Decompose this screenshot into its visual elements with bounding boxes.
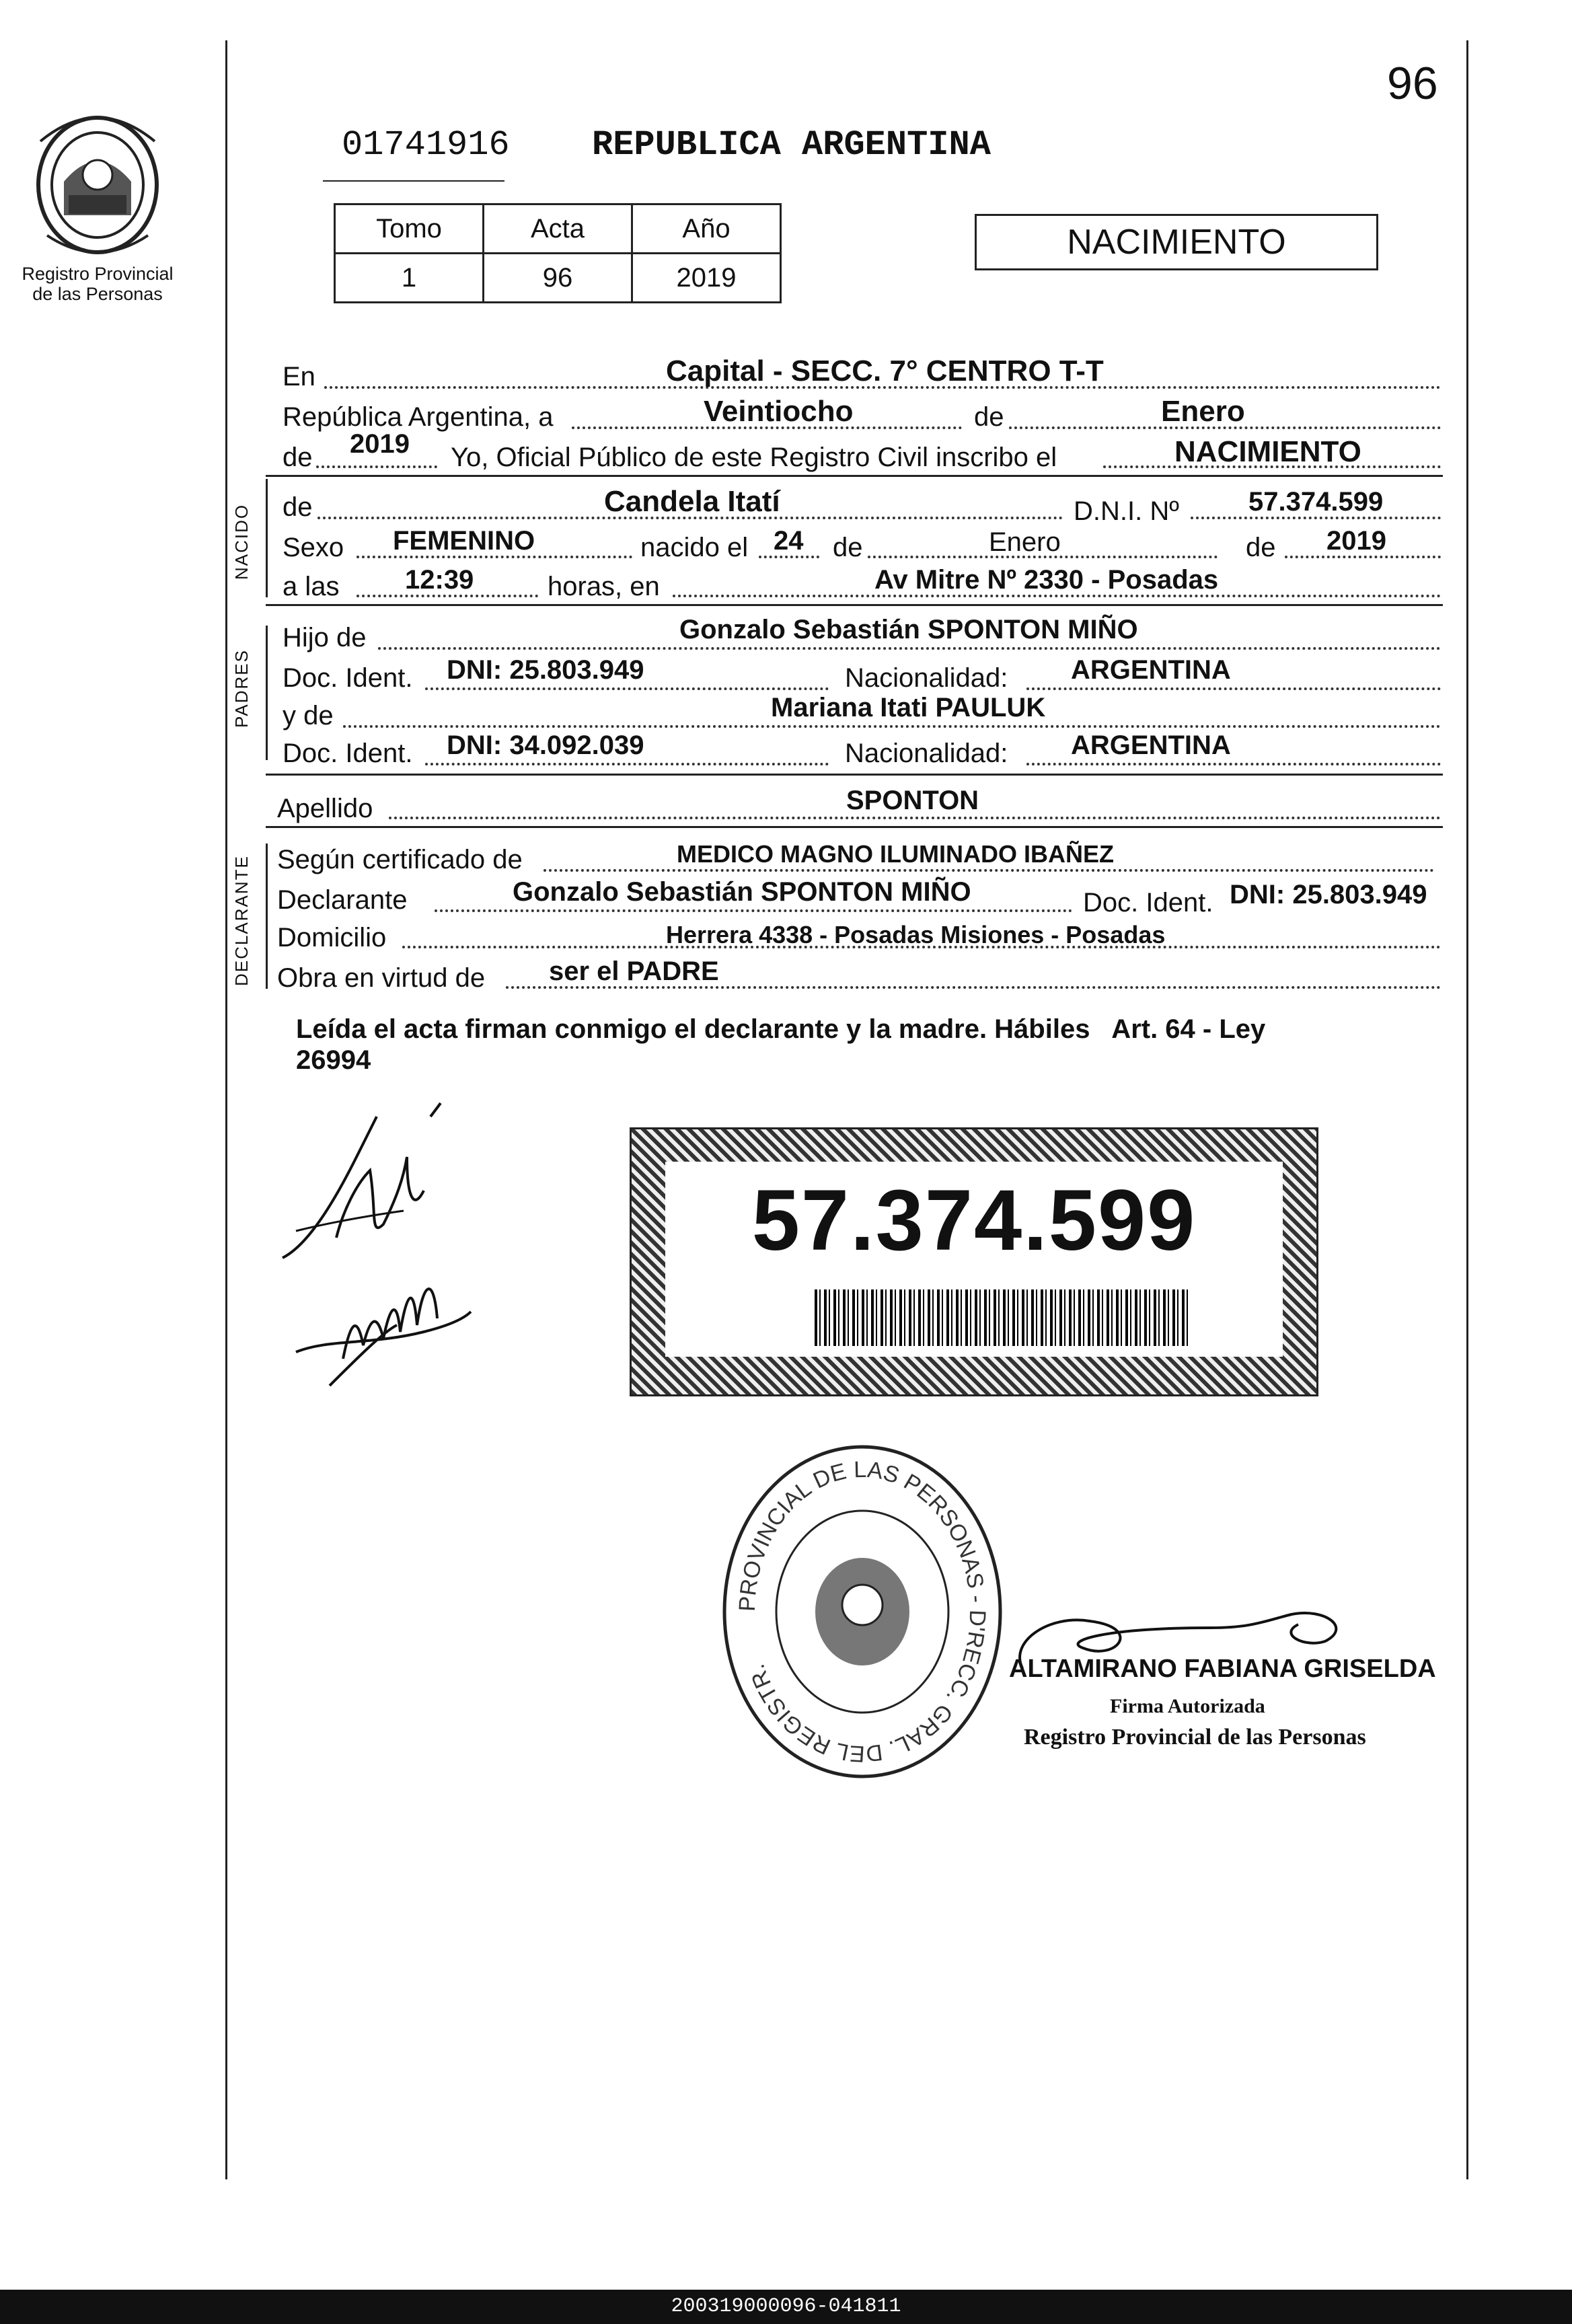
year-value: 2019 <box>350 429 410 459</box>
dni-sticker <box>630 1127 1318 1396</box>
declarante-doc: DNI: 25.803.949 <box>1230 880 1427 909</box>
leader <box>343 725 1441 728</box>
leader <box>673 595 1441 597</box>
logo-caption-line2: de las Personas <box>32 284 163 304</box>
section-divider <box>266 604 1443 606</box>
record-table <box>334 203 782 303</box>
domicilio-label: Domicilio <box>277 923 387 952</box>
footer-code: 200319000096-041811 <box>671 2295 901 2318</box>
declarante-label: Declarante <box>277 885 408 915</box>
page-number: 96 <box>1387 58 1438 109</box>
apellido-value: SPONTON <box>846 786 979 815</box>
segun-cert-label: Según certificado de <box>277 845 523 874</box>
leader <box>1026 687 1441 690</box>
registry-text: Yo, Oficial Público de este Registro Civil inscribo el <box>451 443 1057 472</box>
leader <box>544 869 1434 872</box>
de-label: de <box>974 402 1004 432</box>
tomo-value: 1 <box>335 254 484 303</box>
signatory-name: ALTAMIRANO FABIANA GRISELDA <box>1009 1655 1436 1683</box>
section-divider <box>266 826 1443 828</box>
leader <box>378 647 1441 650</box>
logo-caption <box>0 264 195 304</box>
hijo-de-label: Hijo de <box>283 623 367 652</box>
birth-time: 12:39 <box>405 565 474 595</box>
child-name: Candela Itatí <box>604 485 780 518</box>
obra-label: Obra en virtud de <box>277 963 486 993</box>
a-las-label: a las <box>283 572 340 601</box>
anio-value: 2019 <box>632 254 781 303</box>
day-value: Veintiocho <box>704 395 854 428</box>
horas-label: horas, en <box>548 572 660 601</box>
leader <box>759 556 819 558</box>
month-value: Enero <box>1161 395 1245 428</box>
leader <box>1285 556 1441 558</box>
doc-label: Doc. Ident. <box>1083 888 1213 917</box>
nacido-el-label: nacido el <box>640 533 749 562</box>
en-label: En <box>283 362 315 391</box>
doc-label: Doc. Ident. <box>283 739 413 768</box>
leader <box>425 687 829 690</box>
padres-section-label: PADRES <box>231 649 252 728</box>
leader <box>1191 517 1441 519</box>
dni-sticker-number: 57.374.599 <box>751 1172 1197 1269</box>
serial-number: 01741916 <box>342 125 510 165</box>
closing-line-2: 26994 <box>296 1045 371 1075</box>
dni-sticker-panel <box>665 1162 1283 1357</box>
section-bracket <box>266 479 268 597</box>
birth-place: Av Mitre Nº 2330 - Posadas <box>874 565 1219 595</box>
nacionalidad-label: Nacionalidad: <box>845 663 1008 693</box>
footer-code-bar <box>0 2290 1572 2324</box>
leader <box>389 817 1441 819</box>
leader <box>425 763 829 765</box>
act-type-box <box>975 214 1378 270</box>
leader <box>316 465 437 468</box>
province-logo <box>27 101 168 256</box>
cert-value: MEDICO MAGNO ILUMINADO IBAÑEZ <box>677 840 1114 868</box>
nacido-de-label: de <box>283 492 313 522</box>
obra-value: ser el PADRE <box>549 957 719 986</box>
official-seal <box>714 1437 1010 1787</box>
sexo-value: FEMENINO <box>393 526 535 556</box>
acta-value: 96 <box>484 254 632 303</box>
event-value: NACIMIENTO <box>1174 435 1361 468</box>
leader <box>357 556 632 558</box>
seal-text: PROVINCIAL DE LAS PERSONAS - D'RECC. GRAL. DEL REGISTR. <box>734 1456 991 1767</box>
birth-year: 2019 <box>1326 526 1386 556</box>
mother-signature <box>289 1251 491 1413</box>
leader <box>357 595 538 597</box>
leader <box>435 909 1072 912</box>
nacionalidad-label: Nacionalidad: <box>845 739 1008 768</box>
de-label: de <box>833 533 863 562</box>
signatory-office: Registro Provincial de las Personas <box>1024 1725 1366 1750</box>
child-dni: 57.374.599 <box>1248 487 1384 517</box>
leader <box>506 986 1441 989</box>
y-de-label: y de <box>283 701 334 730</box>
birth-day: 24 <box>774 526 804 556</box>
mother-doc: DNI: 34.092.039 <box>447 730 644 760</box>
section-divider <box>266 774 1443 776</box>
nacido-section-label: NACIDO <box>231 503 252 580</box>
act-type-label: NACIMIENTO <box>1067 223 1286 262</box>
declarante-name: Gonzalo Sebastián SPONTON MIÑO <box>513 877 971 907</box>
table-header: Acta <box>484 204 632 254</box>
section-bracket <box>266 844 268 989</box>
closing-line-1: Leída el acta firman conmigo el declarante y la madre. Hábiles Art. 64 - Ley <box>296 1014 1266 1044</box>
place-value: Capital - SECC. 7° CENTRO T-T <box>666 354 1104 387</box>
father-doc: DNI: 25.803.949 <box>447 655 644 685</box>
leader <box>1026 763 1441 765</box>
birth-month: Enero <box>989 527 1061 557</box>
table-header: Tomo <box>335 204 484 254</box>
apellido-label: Apellido <box>277 794 373 823</box>
de-label: de <box>1246 533 1276 562</box>
section-bracket <box>266 626 268 760</box>
declarante-section-label: DECLARANTE <box>231 855 252 986</box>
left-margin-line <box>225 40 227 2179</box>
dni-barcode <box>815 1289 1191 1346</box>
country-title: REPUBLICA ARGENTINA <box>592 125 991 165</box>
sexo-label: Sexo <box>283 533 344 562</box>
mother-nationality: ARGENTINA <box>1071 730 1231 760</box>
rep-label: República Argentina, a <box>283 402 554 432</box>
de2-label: de <box>283 443 313 472</box>
domicilio-value: Herrera 4338 - Posadas Misiones - Posadas <box>666 921 1166 948</box>
logo-caption-line1: Registro Provincial <box>22 264 174 284</box>
serial-underline <box>323 180 504 182</box>
father-nationality: ARGENTINA <box>1071 655 1231 685</box>
section-divider <box>266 475 1443 477</box>
mother-name: Mariana Itati PAULUK <box>771 693 1046 722</box>
doc-label: Doc. Ident. <box>283 663 413 693</box>
table-header: Año <box>632 204 781 254</box>
dni-label: D.N.I. Nº <box>1074 496 1179 526</box>
right-margin-line <box>1466 40 1468 2179</box>
father-name: Gonzalo Sebastián SPONTON MIÑO <box>679 615 1138 644</box>
signatory-role: Firma Autorizada <box>1110 1695 1265 1717</box>
